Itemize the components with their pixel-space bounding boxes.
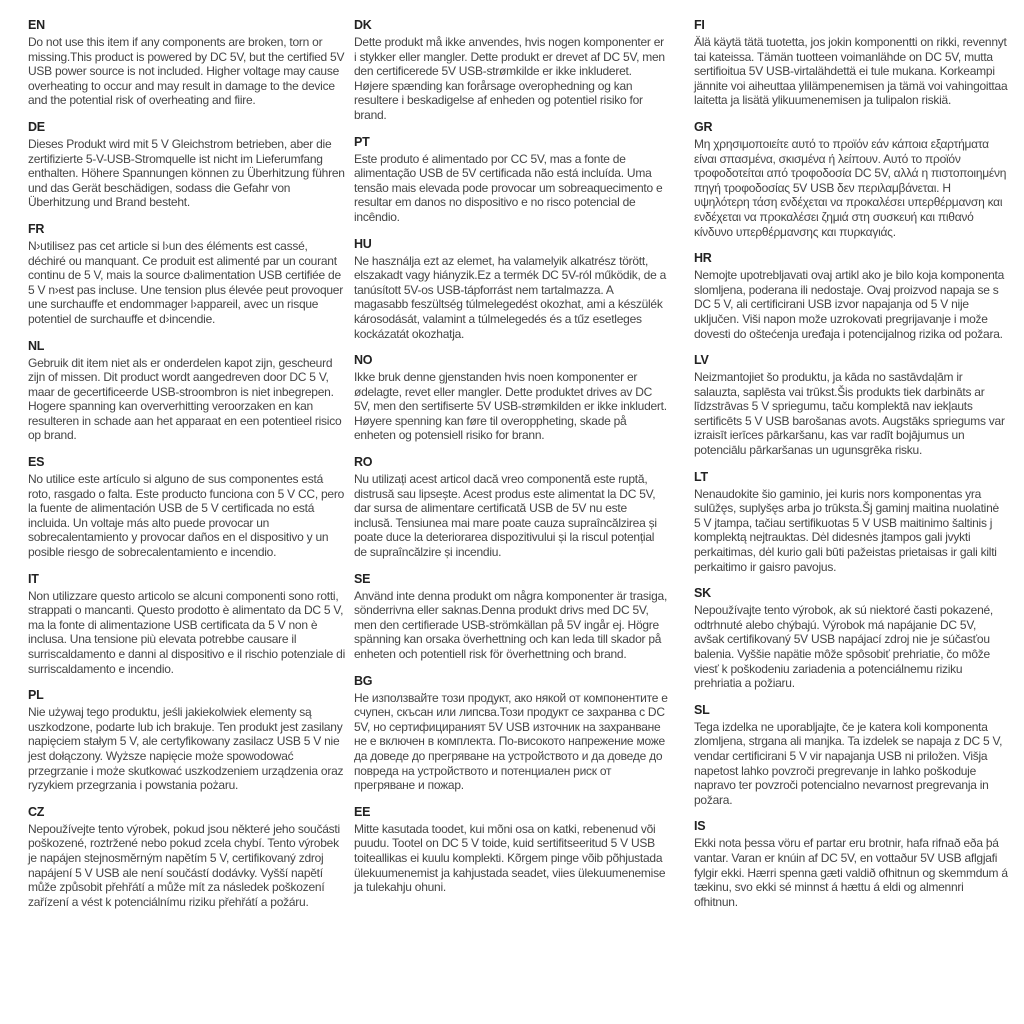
section-sl <box>694 703 1008 808</box>
section-es <box>28 455 346 560</box>
section-bg <box>354 674 668 793</box>
language-code-sk: SK <box>694 586 711 601</box>
section-nl <box>28 339 346 444</box>
warning-text-de: Dieses Produkt wird mit 5 V Gleichstrom betrieben, aber die zertifizierte 5-V-USB-Stromquelle ist nicht im Lieferumfang enthalten. Höhere Spannungen können zu Überhitzung führen und das Gerät beschädigen, sodass die Gefahr von Überhitzung und Brand besteht. <box>28 136 345 210</box>
language-code-pt: PT <box>353 134 370 149</box>
warning-text-sl: Tega izdelka ne uporabljajte, če je katera koli komponenta zlomljena, strgana ali manjka. Ta izdelek se napaja z DC 5 V, vendar certificirani 5 V vir napajanja USB ni priložen. Višja napetost lahko povzroči pregrevanje in lahko poškoduje napravo ter povzroči potencialno nevarnost pregrevanja in požara. <box>694 719 1003 807</box>
warning-text-fr: N›utilisez pas cet article si l›un des éléments est cassé, déchiré ou manquant. Ce produit est alimenté par un courant continu de 5 V, mais la source d›alimentation USB certifiée de 5 V n›est pas incluse. Une tension plus élevée peut provoquer une surchauffe et endommager l›appareil, avec un risque potentiel de surchauffe et d›incendie. <box>28 238 343 326</box>
language-code-sl: SL <box>694 702 710 717</box>
section-de <box>28 120 346 210</box>
language-code-cz: CZ <box>28 804 45 819</box>
warning-text-gr: Μη χρησιμοποιείτε αυτό το προϊόν εάν κάποια εξαρτήματα είναι σπασμένα, σκισμένα ή λείπουν. Αυτό το προϊόν τροφοδοτείται από τροφοδοσία DC 5V, αλλά η πιστοποιημένη πηγή τροφοδοσίας 5V USB δεν περιλαμβάνεται. Η υψηλότερη τάση ενδέχεται να προκαλέσει υπερθέρμανση και ενδέχεται να προκαλέσει ζημιά στη συσκευή και πιθανό κίνδυνο υπερθέρμανσης και πυρκαγιάς. <box>694 136 1007 239</box>
section-ro <box>354 455 668 560</box>
section-fr <box>28 222 346 327</box>
section-hu <box>354 237 668 342</box>
warning-text-se: Använd inte denna produkt om några komponenter är trasiga, sönderrivna eller saknas.Denna produkt drivs med DC 5V, men den certifierade USB-strömkällan på 5V ingår ej. Högre spänning kan orsaka överhettning och kan leda till skador på enheten och potentiell risk för överhettning och brand. <box>353 588 668 661</box>
warning-text-ee: Mitte kasutada toodet, kui mõni osa on katki, rebenenud või puudu. Tootel on DC 5 V toide, kuid sertifitseeritud 5 V USB toiteallikas ei kuulu komplekti. Kõrgem pinge võib põhjustada ülekuumenemist ja kahjustada seadet, viies ülekuumenemise ja tulekahju ohuni. <box>353 821 666 895</box>
language-code-hu: HU <box>353 236 372 251</box>
warning-text-fi: Älä käytä tätä tuotetta, jos jokin komponentti on rikki, revennyt tai kateissa. Tämän tuotteen voimanlähde on DC 5V, mutta sertifioitua 5V USB-virtalähdettä ei tule mukana. Korkeampi jännite voi aiheuttaa ylilämpenemisen ja tämä voi vahingoittaa laitetta ja lisätä ylikuumenemisen ja tulipalon riskiä. <box>694 35 1008 108</box>
notice-column-3 <box>694 18 1008 921</box>
section-pt <box>354 135 668 225</box>
section-hr <box>694 251 1008 341</box>
section-sk <box>694 586 1008 691</box>
section-cz <box>28 805 346 910</box>
language-code-es: ES <box>28 455 45 470</box>
language-code-fi: FI <box>694 18 705 32</box>
language-code-lt: LT <box>694 469 708 484</box>
language-code-nl: NL <box>28 338 45 353</box>
language-code-bg: BG <box>353 673 373 688</box>
warning-text-ro: Nu utilizați acest articol dacă vreo componentă este ruptă, distrusă sau lipsește. Acest produs este alimentat la DC 5V, dar sursa de alimentare certificată USB de 5V nu este inclusă. Tensiunea mai mare poate cauza supraîncălzirea și poate duce la deteriorarea dispozitivului și la riscul potențial de supraîncălzire și incendiu. <box>353 472 657 560</box>
language-code-de: DE <box>28 119 45 134</box>
section-no <box>354 353 668 443</box>
warning-text-no: Ikke bruk denne gjenstanden hvis noen komponenter er ødelagte, revet eller mangler. Dette produktet drives av DC 5V, men den sertifiserte 5V USB-strømkilden er ikke inkludert. Høyere spenning kan føre til overoppheting, skade på enheten og potensiell risiko for brann. <box>353 370 667 443</box>
section-is <box>694 819 1008 909</box>
section-se <box>354 572 668 662</box>
warning-text-pl: Nie używaj tego produktu, jeśli jakiekolwiek elementy są uszkodzone, podarte lub ich brakuje. Ten produkt jest zasilany napięciem stałym 5 V, ale certyfikowany zasilacz USB 5 V nie jest dołączony. Wyższe napięcie może spowodować przegrzanie i może skutkować uszkodzeniem urządzenia oraz ryzykiem przegrzania i powstania pożaru. <box>28 705 344 793</box>
language-code-dk: DK <box>353 18 372 32</box>
language-code-it: IT <box>28 571 39 586</box>
warning-text-hr: Nemojte upotrebljavati ovaj artikl ako je bilo koja komponenta slomljena, poderana ili nedostaje. Ovaj proizvod napaja se s DC 5 V, ali certificirani USB izvor napajanja od 5 V nije uključen. Viši napon može uzrokovati pregrijavanje i može dovesti do oštećenja uređaja i potencijalnog rizika od požara. <box>694 268 1005 341</box>
language-code-se: SE <box>353 571 371 586</box>
language-code-ro: RO <box>353 455 373 470</box>
warning-text-lt: Nenaudokite šio gaminio, jei kuris nors komponentas yra sulūžęs, suplyšęs arba jo trūksta.Šj gaminj maitina nuolatinė 5 V jtampa, tačiau sertifikuotas 5 V USB maitinimo šaltinis j komplektą nejtrauktas. Dėl didesnės jtampos gali jvykti perkaitimas, dėl kurio gali būti pažeistas prietaisas ir gali kilti perkaitimo ir gaisro pavojus. <box>694 486 999 574</box>
language-code-lv: LV <box>694 353 709 368</box>
warning-text-nl: Gebruik dit item niet als er onderdelen kapot zijn, gescheurd zijn of missen. Dit product wordt aangedreven door DC 5 V, maar de gecertificeerde USB-stroombron is niet inbegrepen. Hogere spanning kan oververhitting veroorzaken en kan resulteren in schade aan het apparaat en een potentieel risico op brand. <box>28 355 342 443</box>
section-dk <box>354 18 668 123</box>
language-code-ee: EE <box>353 804 371 819</box>
section-en <box>28 18 346 108</box>
language-code-pl: PL <box>28 688 44 703</box>
notice-column-1 <box>28 18 346 921</box>
warning-text-lv: Neizmantojiet šo produktu, ja kāda no sastāvdaļām ir salauzta, saplēsta vai trūkst.Šis produkts tiek darbināts ar līdzstrāvas 5 V spriegumu, taču komplektā nav iekļauts sertificēts 5 V USB barošanas avots. Augstāks spriegums var izraisīt ierīces pārkaršanu, kas var radīt bojājumus un potenciālu pārkaršanas un ugunsgrēka risku. <box>694 370 1005 458</box>
warning-text-en: Do not use this item if any components are broken, torn or missing.This product is powered by DC 5V, but the certified 5V USB power source is not included. Higher voltage may cause overheating to occur and may result in damage to the device and the potential risk of overheating and fiire. <box>28 35 345 108</box>
warning-text-sk: Nepoužívajte tento výrobok, ak sú niektoré časti pokazené, odtrhnuté alebo chýbajú. Výrobok má napájanie DC 5V, avšak certifikovaný 5V USB napájací zdroj nie je súčasťou balenia. Vyššie napätie môže spôsobiť prehriatie, čo môže viesť k poškodeniu zariadenia a potenciálnemu riziku prehriatia a požiaru. <box>694 603 994 691</box>
notice-column-2 <box>354 18 668 907</box>
language-code-no: NO <box>353 353 373 368</box>
language-code-fr: FR <box>28 221 45 236</box>
language-code-gr: GR <box>694 119 713 134</box>
warning-text-cz: Nepoužívejte tento výrobek, pokud jsou některé jeho součásti poškozené, roztržené nebo pokud zcela chybí. Tento výrobek je napájen stejnosměrným napětím 5 V, certifikovaný zdroj napájení 5 V USB ale není součástí dodávky. Vyšší napětí může způsobit přehřátí a může mít za následek poškození zařízení a vést k potenciálnímu riziku přehřátí a požáru. <box>28 821 340 909</box>
warning-text-bg: Не използвайте този продукт, ако някой от компонентите е счупен, скъсан или липсва.Този продукт се захранва с DC 5V, но сертифицираният 5V USB източник на захранване не е включен в комплекта. По-високото напрежение може да доведе до прегряване на устройството и да доведе до повреда на устройството и потенциален риск от прегряване и пожар. <box>353 690 668 793</box>
warning-text-pt: Este produto é alimentado por CC 5V, mas a fonte de alimentação USB de 5V certificada não está incluída. Uma tensão mais elevada pode provocar um sobreaquecimento e resultar em danos no dispositivo e no risco potencial de incêndio. <box>353 151 663 224</box>
warning-text-is: Ekki nota þessa vöru ef partar eru brotnir, hafa rifnað eða þá vantar. Varan er knúin af DC 5V, en vottaður 5V USB aflgjafi fylgir ekki. Hærri spenna gæti valdið ofhitnun og skemmdum á tækinu, svo ekki sé minnst á hættu á eldi og almennri ofhitnun. <box>694 836 1008 909</box>
section-gr <box>694 120 1008 239</box>
section-lv <box>694 353 1008 458</box>
language-code-hr: HR <box>694 251 712 266</box>
warning-text-dk: Dette produkt må ikke anvendes, hvis nogen komponenter er i stykker eller mangler. Dette produkt er drevet af DC 5V, men den certificerede 5V USB-strømkilde er ikke inkluderet. Højere spænding kan forårsage overophedning og kan resultere i beskadigelse af enheden og potentiel risiko for brand. <box>353 35 665 122</box>
section-fi <box>694 18 1008 108</box>
section-lt <box>694 470 1008 575</box>
warning-text-hu: Ne használja ezt az elemet, ha valamelyik alkatrész törött, elszakadt vagy hiányzik.Ez a termék DC 5V-ról működik, de a tanúsított 5V-os USB-tápforrást nem tartalmazza. A magasabb feszültség túlmelegedést okozhat, ami a készülék károsodását, valamint a túlmelegedés és a tűz esetleges kockázatát okozhatja. <box>353 253 667 341</box>
section-ee <box>354 805 668 895</box>
language-code-en: EN <box>28 18 45 32</box>
section-it <box>28 572 346 677</box>
warning-text-es: No utilice este artículo si alguno de sus componentes está roto, rasgado o falta. Este producto funciona con 5 V CC, pero la fuente de alimentación USB de 5 V certificada no está incluida. Un voltaje más alto puede provocar un sobrecalentamiento y provocar daños en el dispositivo y un posible riesgo de sobrecalentamiento e incendio. <box>28 472 345 560</box>
section-pl <box>28 688 346 793</box>
language-code-is: IS <box>694 819 706 834</box>
warning-text-it: Non utilizzare questo articolo se alcuni componenti sono rotti, strappati o mancanti. Questo prodotto è alimentato da DC 5 V, ma la fonte di alimentazione USB certificata da 5 V non è inclusa. Una tensione più elevata potrebbe causare il surriscaldamento e danni al dispositivo e il rischio potenziale di surriscaldamento e incendio. <box>28 588 346 676</box>
